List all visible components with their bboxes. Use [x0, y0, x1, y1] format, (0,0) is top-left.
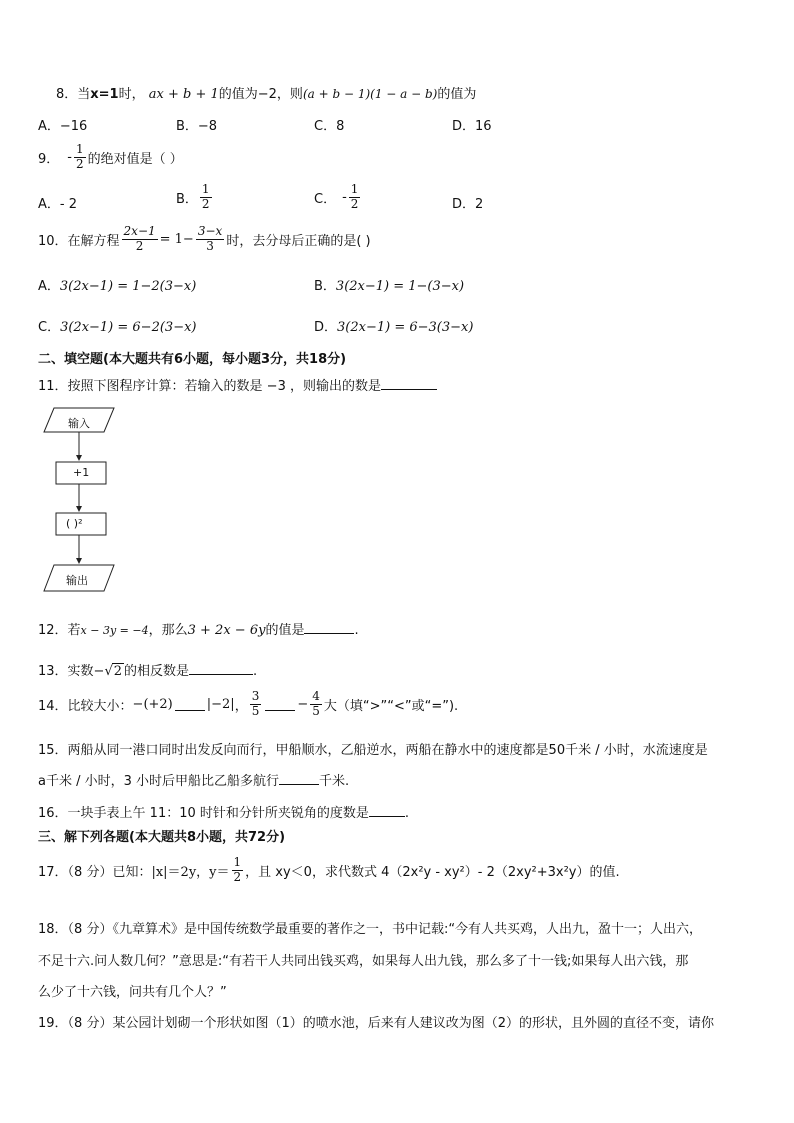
q10-prefix: 10．在解方程 — [38, 233, 120, 249]
q15-line-2-suffix: 千米. — [319, 774, 350, 789]
q18-line-2: 不足十六.问人数几何？”意思是:“有若干人共同出钱买鸡，如果每人出九钱，那么多了十一钱;如果每人出六钱，那 — [38, 954, 689, 969]
q10-option-a — [38, 275, 196, 294]
q8-stem — [56, 83, 476, 102]
q13-answer-blank — [189, 662, 253, 675]
q18-line-3: 么少了十六钱，问共有几个人？” — [38, 985, 227, 1000]
q9-sign: - — [67, 149, 72, 165]
q9-numerator: 1 — [75, 142, 84, 156]
flow-arrow-2-head — [76, 506, 82, 512]
q8-shi: 时， — [118, 87, 145, 102]
q9-suffix: 的绝对值是（ ） — [87, 151, 183, 167]
q19-line-1: 19．（8 分）某公园计划砌一个形状如图（1）的喷水池，后来有人建议改为图（2）的形状，且外圆的直径不变，请你 — [38, 1016, 714, 1031]
q12-cond: x − 3y = −4 — [80, 624, 149, 637]
q14-sep: ， — [234, 698, 248, 714]
q14-suffix: 大（填“>”“<”或“=”). — [323, 698, 459, 714]
q15-line-2-prefix: a千米 / 小时，3 小时后甲船比乙船多航行 — [38, 774, 280, 789]
q13-radical-sign: √ — [104, 664, 113, 679]
q8-option-b: B．−8 — [176, 119, 218, 134]
q9-option-b-den: 2 — [201, 196, 210, 211]
q9-prefix: 9． — [38, 151, 60, 167]
q10-option-c-expr: 3(2x−1) = 6−2(3−x) — [60, 320, 197, 335]
q9-option-c-sign: - — [342, 189, 347, 205]
q14-expr-b: |−2| — [206, 696, 235, 712]
q13-suffix: 的相反数是 — [124, 664, 190, 679]
q14-f1-den: 5 — [251, 703, 260, 718]
q10-option-c-label: C． — [38, 320, 61, 335]
q16-text: 16．一块手表上午 11：10 时针和分针所夹锐角的度数是 — [38, 806, 369, 821]
q10-f1-num: 2x−1 — [123, 224, 156, 238]
section-fill-in-heading: 二、填空题(本大题共有6小题，每小题3分，共18分) — [38, 352, 347, 367]
q17-cond2: ，且 xy＜0，求代数式 4（2x²y - xy²）- 2（2xy²+3x²y）的值. — [245, 864, 620, 880]
q8-option-c: C．8 — [314, 119, 345, 134]
q9-option-b-num: 1 — [201, 182, 210, 196]
q17-num: 1 — [233, 855, 242, 869]
q9-option-b-fraction — [200, 183, 212, 212]
q10-option-a-label: A． — [38, 279, 60, 294]
q17-den: 2 — [233, 869, 242, 884]
q17-cond1: |x|＝2y，y＝ — [151, 864, 230, 880]
q8-expr1: ax + b + 1 — [148, 87, 219, 102]
flow-arrow-3-head — [76, 558, 82, 564]
q11-stem — [38, 375, 437, 394]
q18-line-1: 18．（8 分）《九章算术》是中国传统数学最重要的著作之一，书中记载:“今有人共买鸡，人出九，盈十一；人出六， — [38, 922, 703, 937]
q9-option-b — [176, 183, 214, 212]
q12-mid: ，那么 — [148, 623, 188, 638]
q9-option-c-label: C． — [314, 191, 337, 207]
q10-f1-den: 2 — [135, 238, 144, 253]
q9-option-d: D．2 — [452, 197, 484, 212]
q9-fraction — [74, 143, 86, 172]
q10-option-b-label: B． — [314, 279, 336, 294]
flow-output-label: 输出 — [66, 574, 88, 587]
q9-option-c-num: 1 — [350, 182, 359, 196]
q14-stem — [38, 690, 458, 719]
q10-option-b — [314, 275, 464, 294]
q10-f2-den: 3 — [206, 238, 214, 253]
q12-stem: 12．若x − 3y = −4，那么3 + 2x − 6y的值是 . — [38, 623, 359, 638]
q17-stem — [38, 856, 620, 885]
q10-f2-num: 3−x — [197, 224, 223, 238]
q9-denominator: 2 — [75, 156, 84, 171]
q9-option-c-fraction — [349, 183, 361, 212]
q9-option-c — [314, 183, 362, 212]
q15-answer-blank — [279, 772, 319, 785]
q8-option-a: A．−16 — [38, 119, 88, 134]
flow-step2-label: ( )² — [66, 517, 83, 530]
q11-flowchart — [40, 405, 130, 595]
q10-option-b-expr: 3(2x−1) = 1−(3−x) — [335, 279, 465, 294]
q8-option-d: D．16 — [452, 119, 492, 134]
q14-blank-1 — [175, 698, 205, 711]
q13-prefix: 13．实数 — [38, 664, 94, 679]
q12-answer-blank — [304, 621, 354, 634]
q17-fraction — [232, 856, 244, 885]
q8-mid: 的值为−2，则 — [218, 87, 303, 102]
q16-answer-blank — [369, 804, 405, 817]
q12-prefix: 12．若 — [38, 623, 81, 638]
q9-option-c-den: 2 — [350, 196, 359, 211]
q10-eq-mid: = 1− — [159, 231, 194, 247]
q14-fraction-1 — [250, 690, 262, 719]
q9-option-b-label: B． — [176, 191, 198, 207]
q14-blank-2 — [265, 698, 295, 711]
q14-f2-num: 4 — [312, 689, 320, 703]
q11-answer-blank — [381, 377, 437, 390]
flow-arrow-1-head — [76, 455, 82, 461]
flow-input-label: 输入 — [68, 417, 90, 430]
q13-sign: − — [93, 664, 105, 679]
q14-f2-den: 5 — [312, 703, 320, 718]
q10-option-a-expr: 3(2x−1) = 1−2(3−x) — [59, 279, 197, 294]
q17-prefix: 17．（8 分）已知： — [38, 864, 152, 880]
q9-option-a: A．- 2 — [38, 197, 77, 212]
q10-fraction-right — [196, 225, 224, 254]
q10-option-c — [38, 316, 197, 335]
q10-stem — [38, 225, 371, 254]
q8-prefix: 8．当 — [56, 87, 91, 102]
q14-fraction-2 — [310, 690, 322, 719]
q15-line-2 — [38, 770, 349, 789]
q14-prefix: 14．比较大小： — [38, 698, 133, 714]
q13-radicand: 2 — [113, 664, 123, 679]
q10-suffix: 时，去分母后正确的是( ) — [226, 233, 371, 249]
q8-expr2: (a + b − 1)(1 − a − b) — [302, 87, 438, 101]
q15-line-1: 15．两船从同一港口同时出发反向而行，甲船顺水，乙船逆水，两船在静水中的速度都是50千米 / 小时，水流速度是 — [38, 743, 708, 758]
q12-suffix: 的值是 — [265, 623, 305, 638]
q16-stem: 16．一块手表上午 11：10 时针和分针所夹锐角的度数是 . — [38, 806, 410, 821]
q10-option-d-expr: 3(2x−1) = 6−3(3−x) — [337, 320, 474, 335]
flow-step1-label: +1 — [73, 466, 90, 479]
q13-stem: 13．实数−√2 的相反数是 . — [38, 664, 258, 679]
q10-option-d-label: D． — [314, 320, 338, 335]
q14-expr-a: −(+2) — [132, 696, 173, 712]
section-solve-heading: 三、解下列各题(本大题共8小题，共72分) — [38, 830, 286, 845]
q12-expr: 3 + 2x − 6y — [187, 623, 266, 638]
q8-suffix: 的值为 — [437, 87, 477, 102]
q10-option-d — [314, 316, 473, 335]
q8-cond: x=1 — [90, 87, 119, 102]
q14-f1-num: 3 — [251, 689, 260, 703]
q11-text: 11．按照下图程序计算：若输入的数是 −3 ，则输出的数是 — [38, 379, 381, 394]
q14-minus: − — [297, 696, 309, 712]
q10-fraction-left — [122, 225, 158, 254]
q9-stem — [38, 143, 183, 172]
